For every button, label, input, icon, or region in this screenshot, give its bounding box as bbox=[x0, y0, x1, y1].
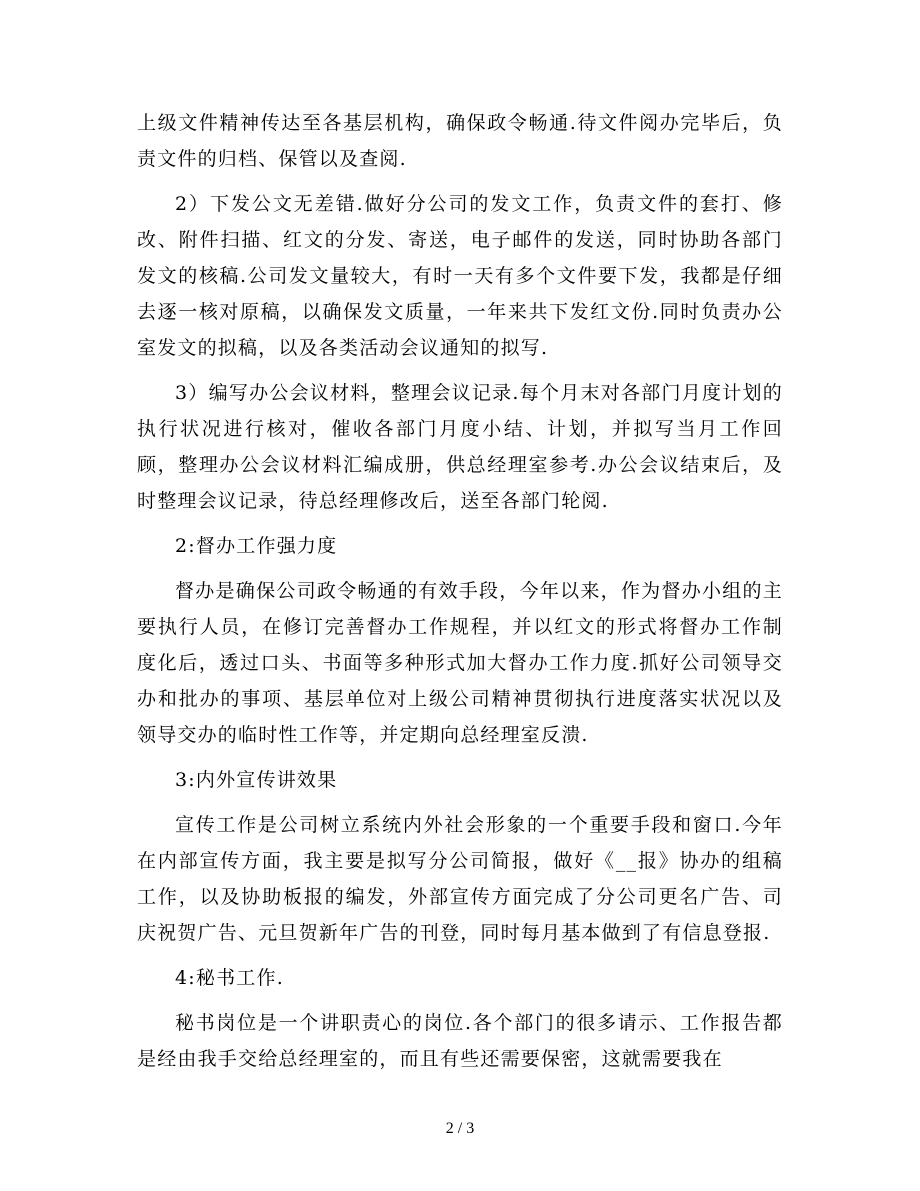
section-heading-supervision: 2:督办工作强力度 bbox=[175, 535, 338, 557]
paragraph-continuation: 上级文件精神传达至各基层机构，确保政令畅通.待文件阅办完毕后，负责文件的归档、保管以及查阅. bbox=[137, 112, 783, 170]
paragraph-publicity: 宣传工作是公司树立系统内外社会形象的一个重要手段和窗口.今年在内部宣传方面，我主要是拟写分公司简报，做好《__报》协办的组稿工作，以及协助板报的编发，外部宣传方面完成了分公司更名广告、司庆祝贺广告、元旦贺新年广告的刊登，同时每月基本做到了有信息登报. bbox=[137, 814, 783, 944]
document-body bbox=[137, 105, 783, 1077]
paragraph-item-3: 3）编写办公会议材料，整理会议记录.每个月末对各部门月度计划的执行状况进行核对，催收各部门月度小结、计划，并拟写当月工作回顾，整理办公会议材料汇编成册，供总经理室参考.办公会议结束后，及时整理会议记录，待总经理修改后，送至各部门轮阅. bbox=[137, 382, 783, 512]
page-number: 2 / 3 bbox=[445, 1120, 475, 1137]
paragraph-secretary: 秘书岗位是一个讲职责心的岗位.各个部门的很多请示、工作报告都是经由我手交给总经理室的，而且有些还需要保密，这就需要我在 bbox=[137, 1012, 783, 1070]
section-heading-secretary: 4:秘书工作. bbox=[175, 967, 284, 989]
section-heading-publicity: 3:内外宣传讲效果 bbox=[175, 769, 338, 791]
paragraph-item-2: 2）下发公文无差错.做好分公司的发文工作，负责文件的套打、修改、附件扫描、红文的分发、寄送，电子邮件的发送，同时协助各部门发文的核稿.公司发文量较大，有时一天有多个文件要下发，我都是仔细去逐一核对原稿，以确保发文质量，一年来共下发红文份.同时负责办公室发文的拟稿，以及各类活动会议通知的拟写. bbox=[137, 193, 783, 359]
paragraph-supervision: 督办是确保公司政令畅通的有效手段，今年以来，作为督办小组的主要执行人员，在修订完善督办工作规程，并以红文的形式将督办工作制度化后，透过口头、书面等多种形式加大督办工作力度.抓好公司领导交办和批办的事项、基层单位对上级公司精神贯彻执行进度落实状况以及领导交办的临时性工作等，并定期向总经理室反溃. bbox=[137, 580, 783, 746]
